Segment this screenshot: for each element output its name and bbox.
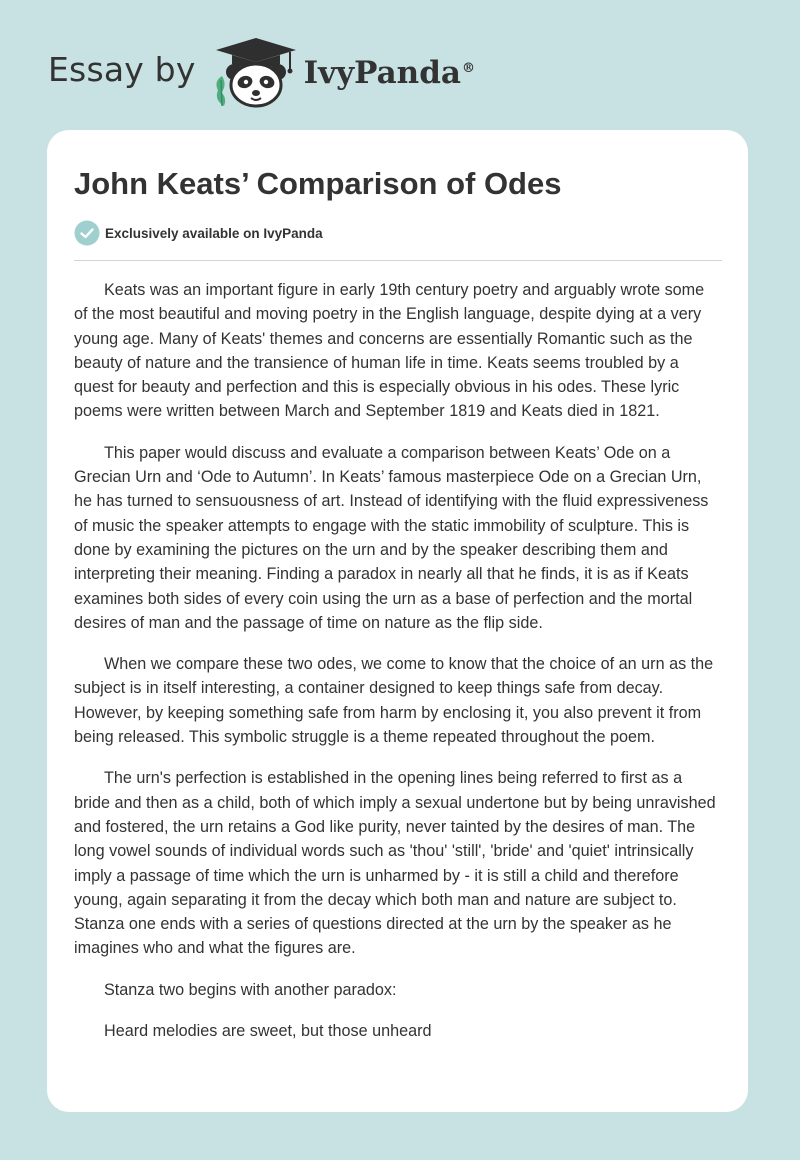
essay-title: John Keats’ Comparison of Odes — [74, 166, 562, 201]
graduation-cap-panda-icon — [210, 36, 300, 108]
brand-name-text: IvyPanda — [303, 55, 461, 91]
brand-prefix: Essay by — [48, 49, 196, 89]
essay-body — [74, 278, 722, 1043]
paragraph: When we compare these two odes, we come to know that the choice of an urn as the subject is in itself interesting, a container designed to keep things safe from decay. However, by keeping something safe from harm by enclosing it, you also prevent it from being released. This symbolic struggle is a theme repeated throughout the poem. — [74, 655, 714, 747]
title-divider — [74, 260, 722, 261]
exclusive-badge — [74, 220, 722, 246]
paragraph: Keats was an important figure in early 19th century poetry and arguably wrote some of the most beautiful and moving poetry in the English language, despite dying at a very young age. Many of Keats' themes and concerns are essentially Romantic such as the beauty of nature and the transience of human life in time. Keats seems troubled by a quest for beauty and perfection and this is especially obvious in his odes. These lyric poems were written between March and September 1819 and Keats died in 1821. — [74, 281, 705, 421]
paragraph: Stanza two begins with another paradox: — [104, 980, 397, 999]
registered-mark: ® — [461, 60, 475, 76]
exclusive-badge-label: Exclusively available on IvyPanda — [105, 225, 323, 241]
paragraph: The urn's perfection is established in the opening lines being referred to first as a bride and then as a child, both of which imply a sexual undertone but by being unravished and fostered, the urn retains a God like purity, never tainted by the desires of man. The long vowel sounds of individual words such as 'thou' 'still', 'bride' and 'quiet' intrinsically imply a passage of time which the urn is unharmed by - it is still a child and therefore young, again separating it from the decay which both man and nature are subject to. Stanza one ends with a series of questions directed at the urn by the speaker as he imagines who and what the figures are. — [74, 769, 716, 958]
site-brand[interactable] — [48, 36, 475, 108]
brand-name — [304, 55, 475, 91]
paragraph: This paper would discuss and evaluate a comparison between Keats’ Ode on a Grecian Urn and ‘Ode to Autumn’. In Keats’ famous masterpiece Ode on a Grecian Urn, he has turned to sensuousness of art. Instead of identifying with the fluid expressiveness of music the speaker attempts to engage with the static immobility of sculpture. This is done by examining the pictures on the urn and by the speaker describing them and interpreting their meaning. Finding a paradox in nearly all that he finds, it is as if Keats examines both sides of every coin using the urn as a base of perfection and the mortal desires of man and the passage of time on nature as the flip side. — [74, 443, 709, 632]
quote-line: Heard melodies are sweet, but those unheard — [104, 1022, 432, 1041]
check-circle-icon — [74, 220, 100, 246]
essay-card — [47, 130, 748, 1112]
